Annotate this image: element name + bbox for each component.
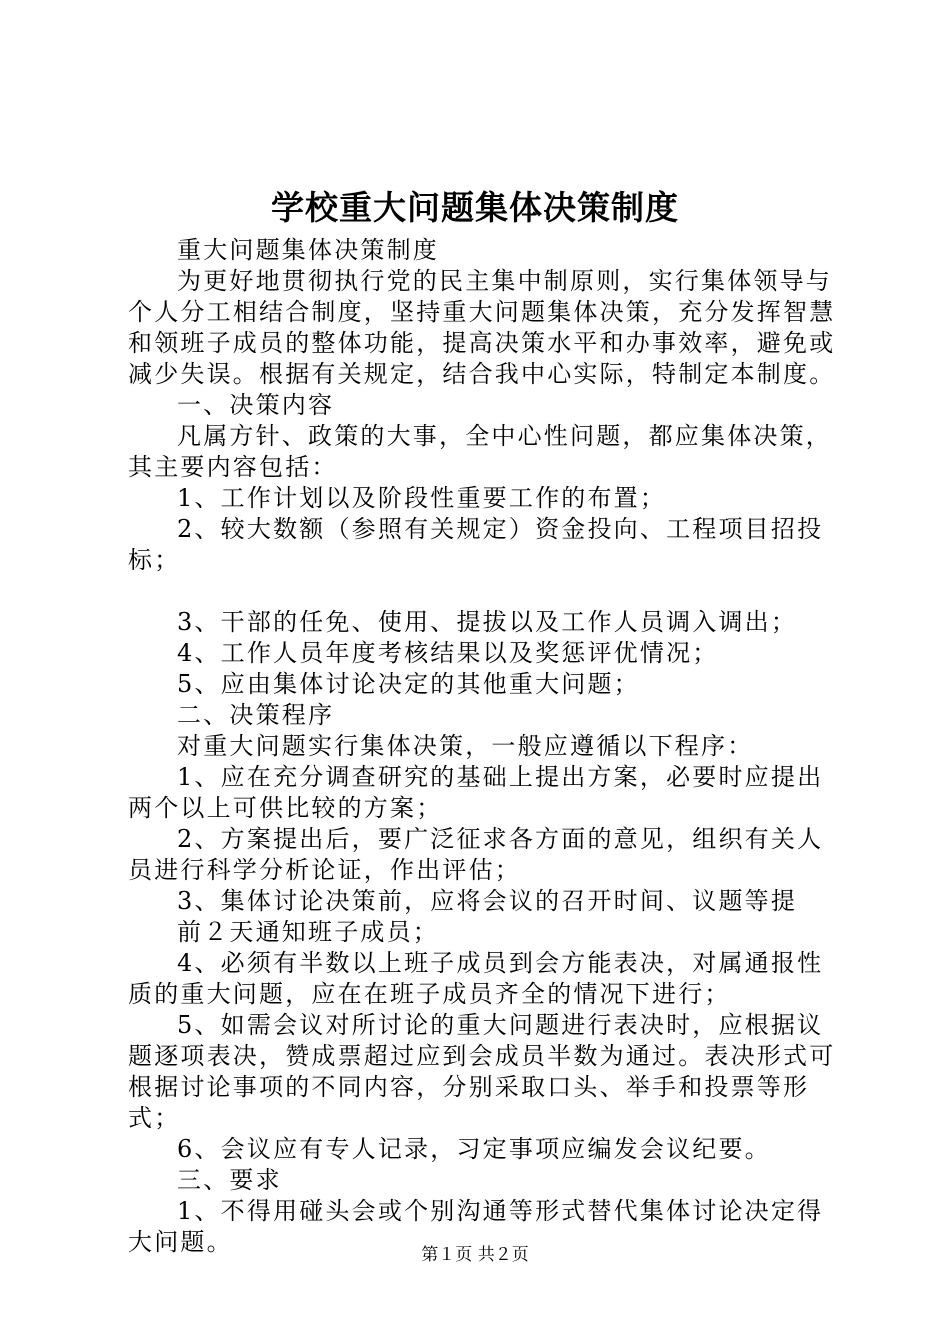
document-title: 学校重大问题集体决策制度 [271, 188, 679, 227]
blank-line [128, 576, 840, 607]
page-footer: 第１页 共２页 [421, 1245, 529, 1265]
list-item-procedure-3: 3、集体讨论决策前，应将会议的召开时间、议题等提 [177, 887, 798, 915]
list-item-procedure-1: 1、应在充分调查研究的基础上提出方案，必要时应提出两个以上可供比较的方案； [128, 763, 824, 822]
document-body [128, 235, 840, 1258]
section-heading-requirements: 三、要求 [177, 1166, 282, 1194]
list-item-procedure-2: 2、方案提出后，要广泛征求各方面的意见，组织有关人员进行科学分析论证，作出评估； [128, 825, 824, 884]
section-heading-content: 一、决策内容 [177, 391, 335, 419]
list-item-content-1: 1、工作计划以及阶段性重要工作的布置； [177, 484, 667, 512]
paragraph-content-scope: 凡属方针、政策的大事，全中心性问题，都应集体决策，其主要内容包括： [128, 422, 832, 481]
list-item-content-5: 5、应由集体讨论决定的其他重大问题； [177, 670, 640, 698]
paragraph-subtitle: 重大问题集体决策制度 [177, 236, 439, 264]
paragraph-procedure-intro: 对重大问题实行集体决策，一般应遵循以下程序： [177, 732, 754, 760]
section-heading-procedure: 二、决策程序 [177, 701, 335, 729]
list-item-procedure-5: 5、如需会议对所讨论的重大问题进行表决时，应根据议题逐项表决，赞成票超过应到会成员半数为通过。表决形式可根据讨论事项的不同内容，分别采取口头、举手和投票等形式； [128, 1011, 836, 1132]
list-item-procedure-6: 6、会议应有专人记录，习定事项应编发会议纪要。 [177, 1135, 771, 1163]
list-item-procedure-4: 4、必须有半数以上班子成员到会方能表决，对属通报性质的重大问题，应在在班子成员齐全的情况下进行； [128, 949, 824, 1008]
list-item-content-2: 2、较大数额（参照有关规定）资金投向、工程项目招投标； [128, 515, 824, 574]
list-item-content-4: 4、工作人员年度考核结果以及奖惩评优情况； [177, 639, 719, 667]
list-item-procedure-3-continued: 前２天通知班子成员； [177, 918, 439, 946]
list-item-content-3: 3、干部的任免、使用、提拔以及工作人员调入调出； [177, 608, 798, 636]
paragraph-intro: 为更好地贯彻执行党的民主集中制原则，实行集体领导与个人分工相结合制度，坚持重大问题集体决策，充分发挥智慧和领班子成员的整体功能，提高决策水平和办事效率，避免或减少失误。根据有关规定，结合我中心实际，特制定本制度。 [128, 267, 836, 388]
list-item-requirement-1: 1、不得用碰头会或个别沟通等形式替代集体讨论决定得大问题。 [128, 1197, 824, 1256]
